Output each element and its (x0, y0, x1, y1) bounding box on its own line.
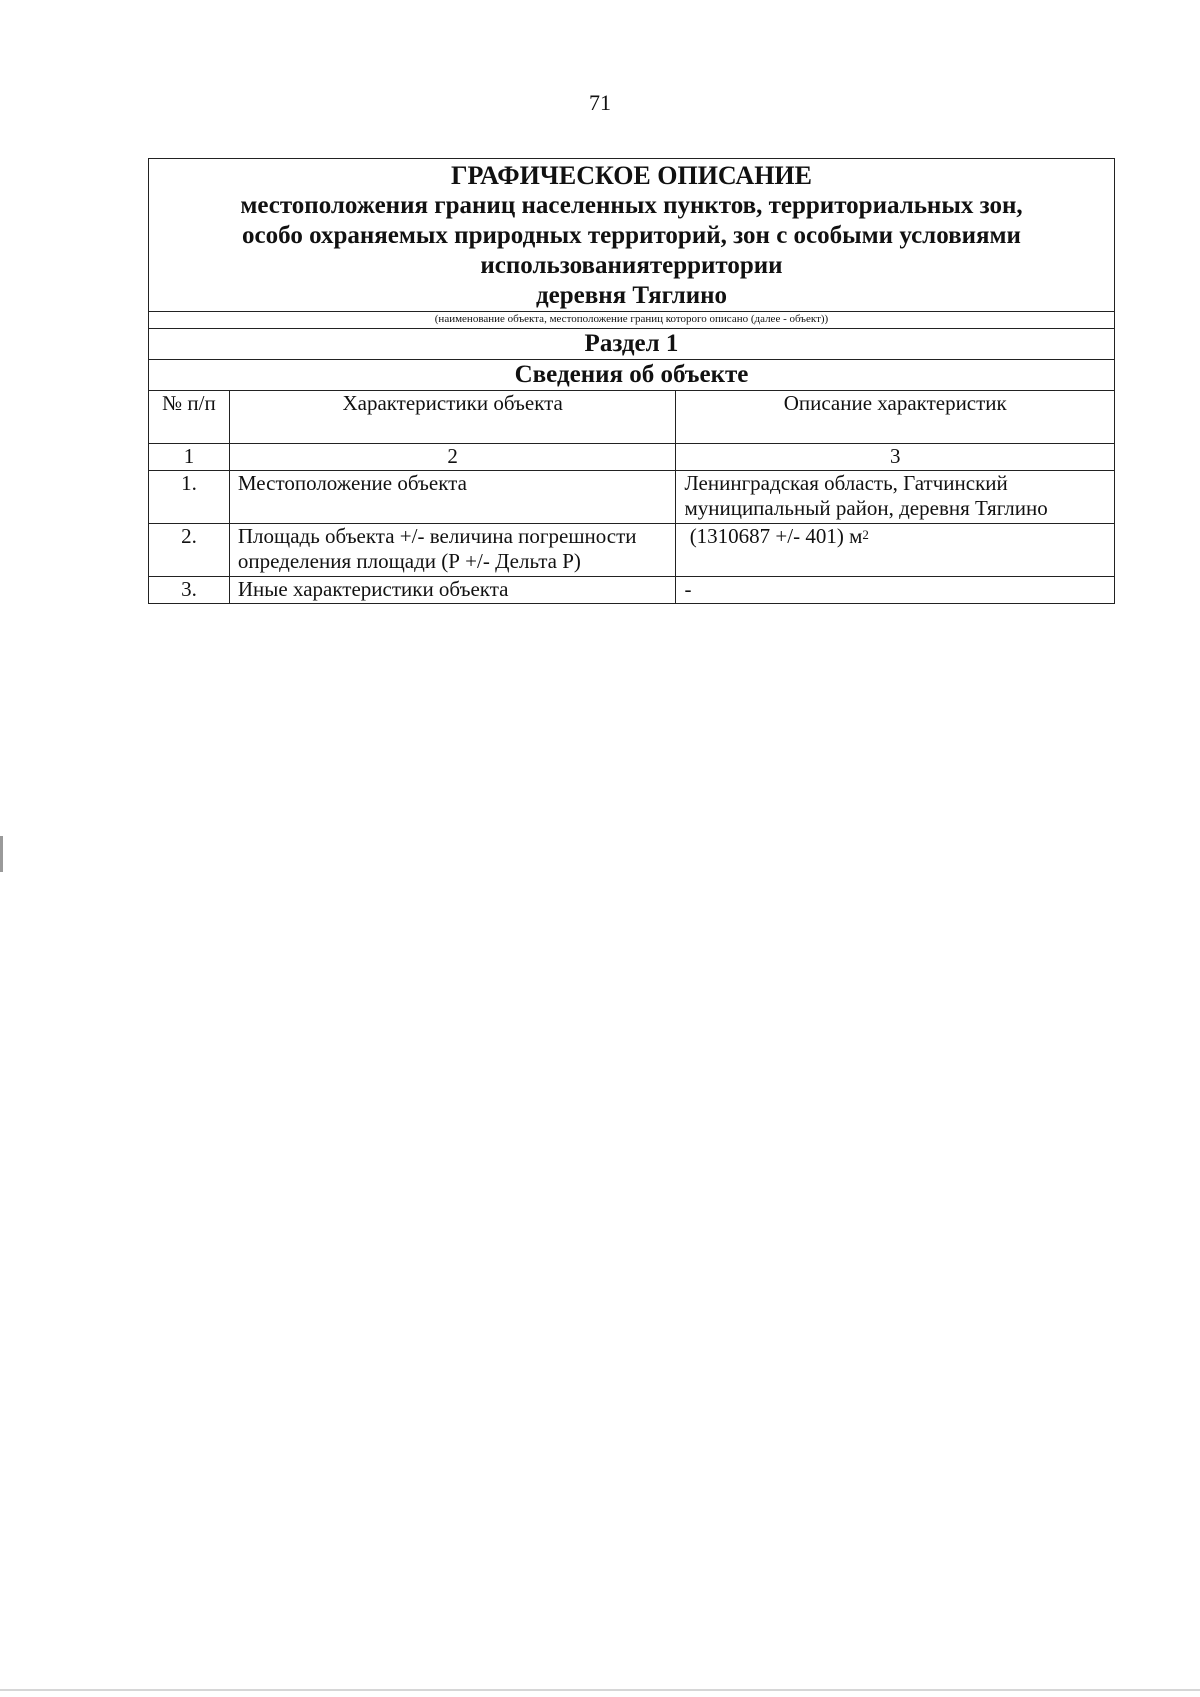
row-characteristic: Местоположение объекта (229, 471, 676, 524)
area-value: (1310687 +/- 401) м (689, 524, 863, 548)
column-index-row (149, 444, 1115, 471)
document-header (149, 159, 1115, 312)
page-number: 71 (589, 90, 611, 115)
section-subtitle-row (149, 360, 1115, 391)
scan-bottom-edge (0, 1689, 1200, 1691)
row-description: Ленинградская область, Гатчинский муниципальный район, деревня Тяглино (676, 471, 1115, 524)
header-row (149, 159, 1115, 312)
table-row (149, 524, 1115, 577)
table-row (149, 577, 1115, 604)
document-subtitle-line-1: местоположения границ населенных пунктов, территориальных зон, (240, 192, 1023, 219)
row-characteristic: Иные характеристики объекта (229, 577, 676, 604)
scan-edge-mark (0, 836, 3, 872)
row-num: 3. (149, 577, 230, 604)
document-title: ГРАФИЧЕСКОЕ ОПИСАНИЕ (451, 161, 812, 190)
column-index-3: 3 (676, 444, 1115, 471)
row-num: 2. (149, 524, 230, 577)
column-header-description: Описание характеристик (676, 391, 1115, 444)
section-subtitle: Сведения об объекте (149, 360, 1115, 391)
object-name: деревня Тяглино (535, 282, 728, 309)
area-unit-exponent: 2 (862, 527, 869, 542)
document-subtitle-line-2: особо охраняемых природных территорий, зон с особыми условиями (242, 222, 1021, 249)
section-title: Раздел 1 (149, 329, 1115, 360)
row-characteristic: Площадь объекта +/- величина погрешности определения площади (Р +/- Дельта Р) (229, 524, 676, 577)
column-header-characteristic: Характеристики объекта (229, 391, 676, 444)
table-row (149, 471, 1115, 524)
object-name-caption: (наименование объекта, местоположение границ которого описано (далее - объект)) (149, 312, 1115, 329)
column-header-row (149, 391, 1115, 444)
row-description (676, 524, 1115, 577)
row-description: - (676, 577, 1115, 604)
row-num: 1. (149, 471, 230, 524)
object-description-table (148, 158, 1115, 604)
caption-row (149, 312, 1115, 329)
column-index-2: 2 (229, 444, 676, 471)
section-title-row (149, 329, 1115, 360)
column-index-1: 1 (149, 444, 230, 471)
column-header-num: № п/п (149, 391, 230, 444)
document-subtitle-line-3: использованиятерритории (480, 252, 783, 279)
